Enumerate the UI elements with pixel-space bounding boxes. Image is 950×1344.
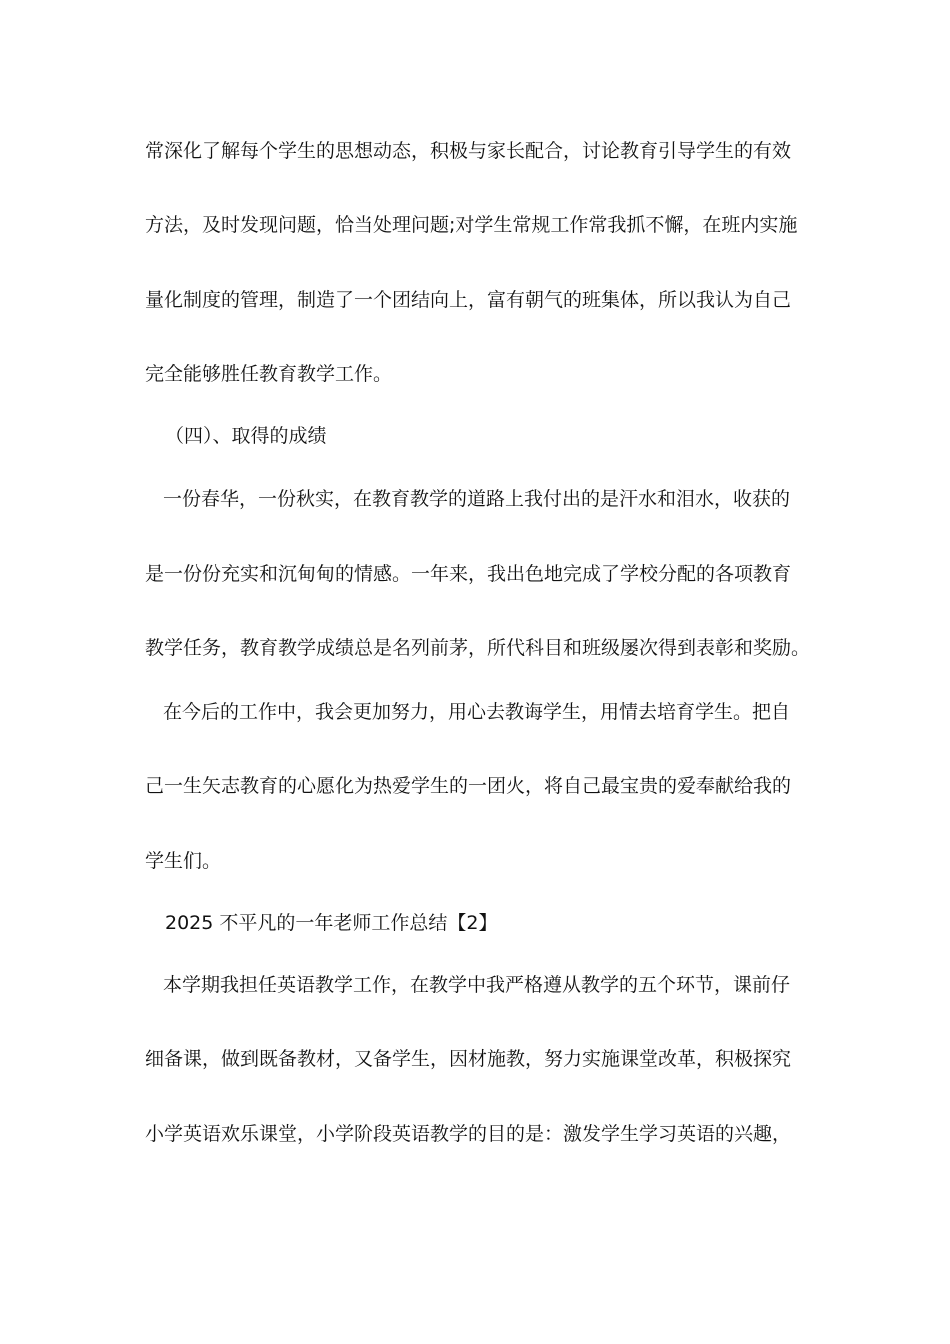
paragraph-line: 教学任务，教育教学成绩总是名列前茅，所代科目和班级屡次得到表彰和奖励。	[145, 637, 811, 659]
paragraph-line: 在今后的工作中，我会更加努力，用心去教诲学生，用情去培育学生。把自	[163, 701, 791, 723]
paragraph-line: 完全能够胜任教育教学工作。	[145, 363, 393, 385]
paragraph-line: 细备课，做到既备教材，又备学生，因材施教，努力实施课堂改革，积极探究	[145, 1048, 792, 1070]
paragraph-line: 常深化了解每个学生的思想动态，积极与家长配合，讨论教育引导学生的有效	[145, 140, 792, 162]
paragraph-line: 方法，及时发现问题，恰当处理问题;对学生常规工作常我抓不懈，在班内实施	[145, 214, 798, 236]
paragraph-line: 量化制度的管理，制造了一个团结向上，富有朝气的班集体，所以我认为自己	[145, 289, 792, 311]
paragraph-line: 本学期我担任英语教学工作，在教学中我严格遵从教学的五个环节，课前仔	[163, 974, 791, 996]
paragraph-line: 一份春华，一份秋实，在教育教学的道路上我付出的是汗水和泪水，收获的	[163, 488, 791, 510]
paragraph-line: 小学英语欢乐课堂，小学阶段英语教学的目的是：激发学生学习英语的兴趣，	[145, 1123, 792, 1145]
section-heading: （四）、取得的成绩	[165, 425, 327, 447]
article-title: 2025 不平凡的一年老师工作总结【2】	[165, 912, 498, 934]
paragraph-line: 己一生矢志教育的心愿化为热爱学生的一团火，将自己最宝贵的爱奉献给我的	[145, 775, 792, 797]
paragraph-line: 学生们。	[145, 850, 222, 872]
paragraph-line: 是一份份充实和沉甸甸的情感。一年来，我出色地完成了学校分配的各项教育	[145, 563, 792, 585]
